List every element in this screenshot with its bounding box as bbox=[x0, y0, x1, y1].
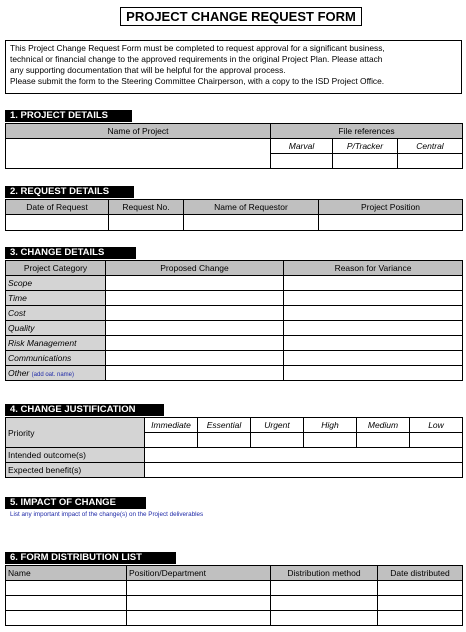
file-references-header: File references bbox=[271, 124, 463, 139]
priority-high-field[interactable] bbox=[304, 433, 357, 448]
distribution-name-field[interactable] bbox=[6, 611, 127, 626]
priority-essential-field[interactable] bbox=[198, 433, 251, 448]
proposed-change-field[interactable] bbox=[106, 306, 284, 321]
priority-immediate-field[interactable] bbox=[145, 433, 198, 448]
distribution-name-field[interactable] bbox=[6, 596, 127, 611]
project-category-header: Project Category bbox=[6, 261, 106, 276]
proposed-change-field[interactable] bbox=[106, 366, 284, 381]
priority-urgent-field[interactable] bbox=[251, 433, 304, 448]
project-name-field[interactable] bbox=[6, 139, 271, 169]
section-heading-change-details: 3. CHANGE DETAILS bbox=[5, 247, 136, 259]
name-of-project-header: Name of Project bbox=[6, 124, 271, 139]
priority-low: Low bbox=[410, 418, 463, 433]
proposed-change-field[interactable] bbox=[106, 291, 284, 306]
project-details-table bbox=[5, 123, 463, 169]
distribution-method-header: Distribution method bbox=[271, 566, 378, 581]
reason-field[interactable] bbox=[284, 306, 463, 321]
distribution-position-field[interactable] bbox=[127, 596, 271, 611]
priority-high: High bbox=[304, 418, 357, 433]
change-justification-table bbox=[5, 417, 463, 478]
distribution-position-field[interactable] bbox=[127, 581, 271, 596]
distribution-name-header: Name bbox=[6, 566, 127, 581]
intended-outcome-field[interactable] bbox=[145, 448, 463, 463]
file-col-marval: Marval bbox=[271, 139, 333, 154]
section-heading-request-details: 2. REQUEST DETAILS bbox=[5, 186, 134, 198]
expected-benefit-label: Expected benefit(s) bbox=[6, 463, 145, 478]
distribution-position-field[interactable] bbox=[127, 611, 271, 626]
date-distributed-field[interactable] bbox=[378, 596, 463, 611]
category-other-label: Other bbox=[8, 368, 30, 378]
reason-field[interactable] bbox=[284, 291, 463, 306]
proposed-change-field[interactable] bbox=[106, 276, 284, 291]
proposed-change-header: Proposed Change bbox=[106, 261, 284, 276]
intro-line: This Project Change Request Form must be completed to request approval for a significant business, bbox=[10, 43, 385, 53]
expected-benefit-field[interactable] bbox=[145, 463, 463, 478]
request-no-field[interactable] bbox=[109, 215, 184, 231]
marval-field[interactable] bbox=[271, 154, 333, 169]
central-field[interactable] bbox=[398, 154, 463, 169]
impact-note: List any important impact of the change(s) on the Project deliverables bbox=[10, 511, 204, 518]
project-position-header: Project Position bbox=[319, 200, 463, 215]
distribution-position-header: Position/Department bbox=[127, 566, 271, 581]
change-details-table bbox=[5, 260, 463, 381]
intro-line: technical or financial change to the approved requirements in the original Project Plan. Please attach bbox=[10, 54, 383, 64]
date-distributed-header: Date distributed bbox=[378, 566, 463, 581]
category-cost: Cost bbox=[6, 306, 106, 321]
distribution-method-field[interactable] bbox=[271, 581, 378, 596]
name-of-requestor-header: Name of Requestor bbox=[184, 200, 319, 215]
distribution-table bbox=[5, 565, 463, 626]
intended-outcome-label: Intended outcome(s) bbox=[6, 448, 145, 463]
priority-medium: Medium bbox=[357, 418, 410, 433]
priority-low-field[interactable] bbox=[410, 433, 463, 448]
priority-label: Priority bbox=[6, 418, 145, 448]
proposed-change-field[interactable] bbox=[106, 336, 284, 351]
category-time: Time bbox=[6, 291, 106, 306]
reason-field[interactable] bbox=[284, 366, 463, 381]
intro-line: Please submit the form to the Steering Committee Chairperson, with a copy to the ISD Project Office. bbox=[10, 76, 385, 86]
distribution-method-field[interactable] bbox=[271, 611, 378, 626]
reason-field[interactable] bbox=[284, 351, 463, 366]
section-heading-project-details: 1. PROJECT DETAILS bbox=[5, 110, 132, 122]
category-quality: Quality bbox=[6, 321, 106, 336]
ptracker-field[interactable] bbox=[333, 154, 398, 169]
date-of-request-field[interactable] bbox=[6, 215, 109, 231]
impact-field[interactable] bbox=[5, 510, 462, 540]
priority-immediate: Immediate bbox=[145, 418, 198, 433]
date-distributed-field[interactable] bbox=[378, 581, 463, 596]
priority-essential: Essential bbox=[198, 418, 251, 433]
section-heading-impact-of-change: 5. IMPACT OF CHANGE bbox=[5, 497, 146, 509]
project-position-field[interactable] bbox=[319, 215, 463, 231]
priority-urgent: Urgent bbox=[251, 418, 304, 433]
distribution-method-field[interactable] bbox=[271, 596, 378, 611]
request-details-table bbox=[5, 199, 463, 231]
section-heading-change-justification: 4. CHANGE JUSTIFICATION bbox=[5, 404, 164, 416]
intro-line: any supporting documentation that will be helpful for the approval process. bbox=[10, 65, 286, 75]
category-other bbox=[6, 366, 106, 381]
category-scope: Scope bbox=[6, 276, 106, 291]
file-col-ptracker: P/Tracker bbox=[333, 139, 398, 154]
file-col-central: Central bbox=[398, 139, 463, 154]
category-communications: Communications bbox=[6, 351, 106, 366]
date-of-request-header: Date of Request bbox=[6, 200, 109, 215]
distribution-name-field[interactable] bbox=[6, 581, 127, 596]
proposed-change-field[interactable] bbox=[106, 321, 284, 336]
section-heading-form-distribution-list: 6. FORM DISTRIBUTION LIST bbox=[5, 552, 176, 564]
form-title: PROJECT CHANGE REQUEST FORM bbox=[120, 7, 362, 26]
proposed-change-field[interactable] bbox=[106, 351, 284, 366]
priority-medium-field[interactable] bbox=[357, 433, 410, 448]
category-risk-management: Risk Management bbox=[6, 336, 106, 351]
reason-field[interactable] bbox=[284, 321, 463, 336]
reason-for-variance-header: Reason for Variance bbox=[284, 261, 463, 276]
reason-field[interactable] bbox=[284, 336, 463, 351]
request-no-header: Request No. bbox=[109, 200, 184, 215]
date-distributed-field[interactable] bbox=[378, 611, 463, 626]
reason-field[interactable] bbox=[284, 276, 463, 291]
other-note: (add oat. name) bbox=[31, 372, 74, 378]
requestor-name-field[interactable] bbox=[184, 215, 319, 231]
intro-box bbox=[5, 40, 462, 94]
